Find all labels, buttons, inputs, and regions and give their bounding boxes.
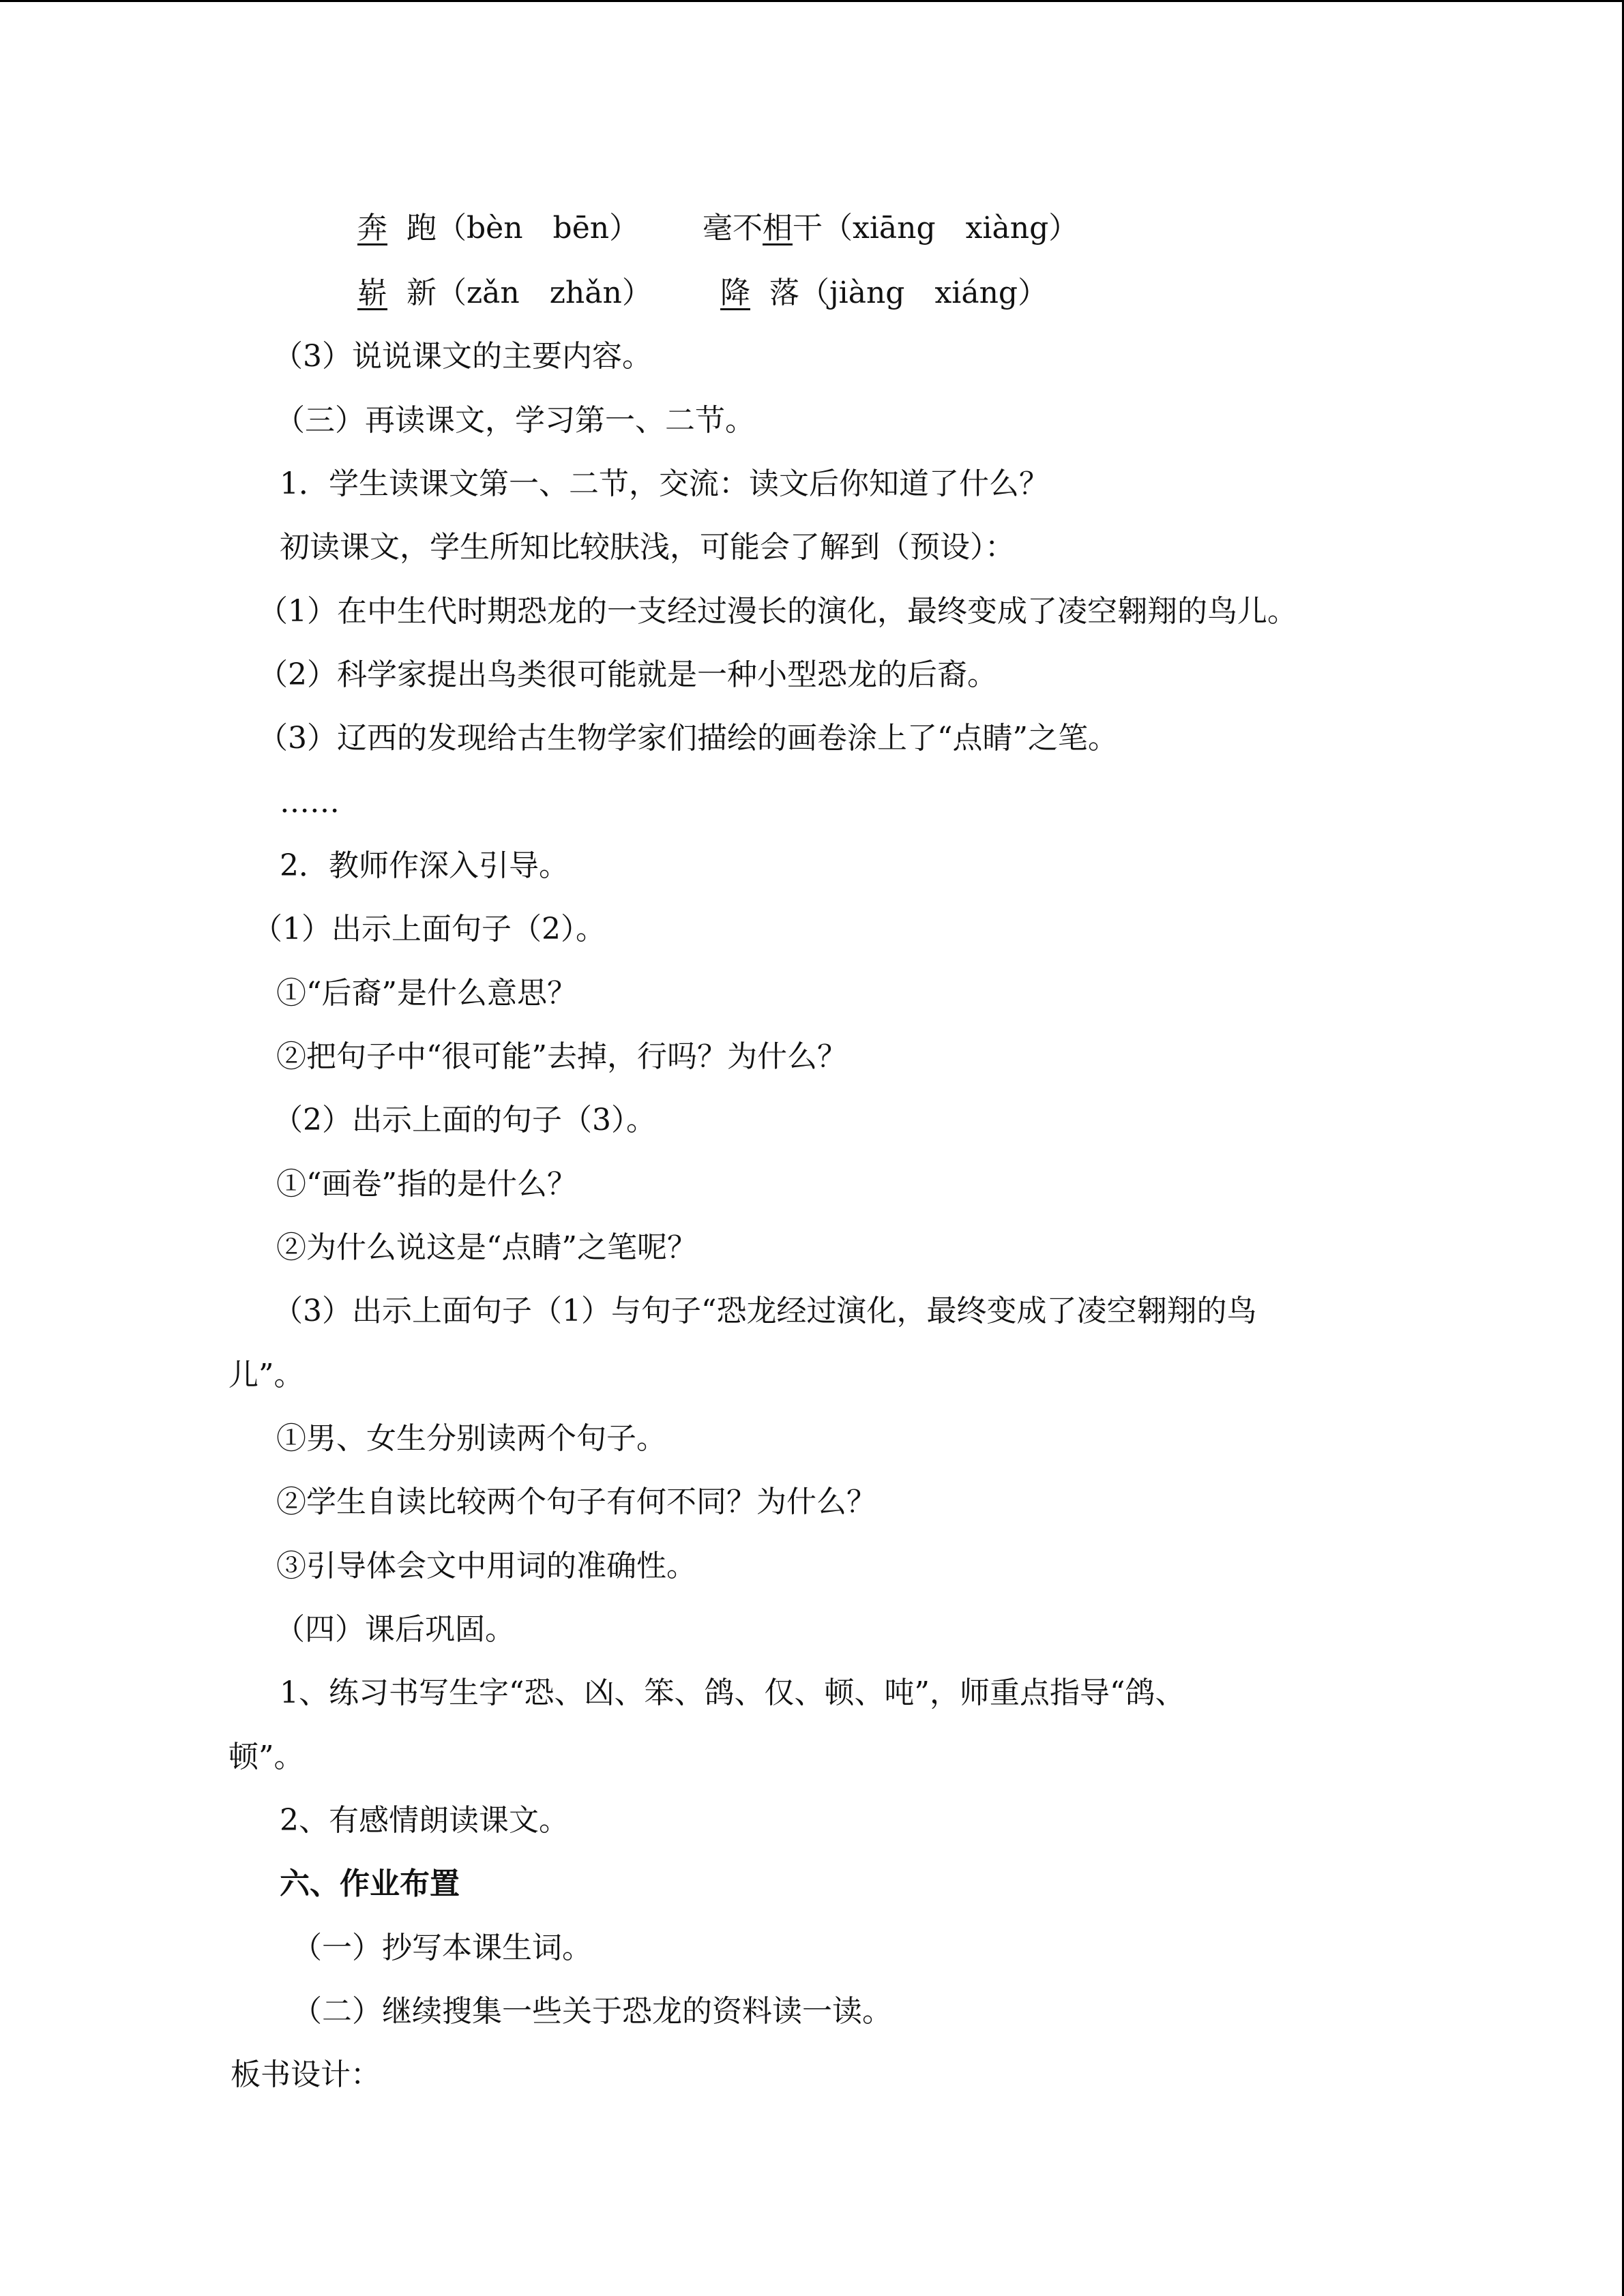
text-line: （一）抄写本课生词。 — [292, 1930, 592, 1965]
pinyin-options: （jiàng xiáng） — [799, 275, 1048, 310]
text-line: 儿”。 — [228, 1358, 304, 1392]
page-border-top — [0, 0, 1624, 2]
plain-char: 新 — [407, 275, 437, 310]
text-line: ①“画卷”指的是什么？ — [276, 1167, 577, 1202]
word-prefix: 毫不 — [703, 211, 763, 245]
text-line: （2）科学家提出鸟类很可能就是一种小型恐龙的后裔。 — [258, 657, 997, 692]
text-line: 2、有感情朗读课文。 — [280, 1803, 569, 1838]
pinyin-row-2 — [357, 273, 652, 314]
text-line: （二）继续搜集一些关于恐龙的资料读一读。 — [292, 1994, 892, 2029]
text-line: ②把句子中“很可能”去掉，行吗？为什么？ — [276, 1039, 847, 1074]
pinyin-options: （xiāng xiàng） — [823, 211, 1079, 245]
text-line: 顿”。 — [228, 1740, 304, 1774]
text-line: （2）出示上面的句子（3）。 — [273, 1103, 656, 1137]
text-line: （三）再读课文，学习第一、二节。 — [275, 403, 755, 438]
text-line: 1．学生读课文第一、二节，交流：读文后你知道了什么？ — [280, 466, 1049, 501]
text-line: （四）课后巩固。 — [275, 1612, 515, 1647]
text-line: （3）说说课文的主要内容。 — [273, 339, 652, 374]
underlined-char: 降 — [720, 275, 750, 310]
text-line: 1、练习书写生字“恐、凶、笨、鸽、仅、顿、吨”，师重点指导“鸽、 — [280, 1675, 1185, 1710]
word-suffix: 干 — [793, 211, 823, 245]
plain-char: 跑 — [407, 211, 437, 245]
ellipsis: …… — [280, 785, 340, 820]
text-line: ①“后裔”是什么意思？ — [276, 976, 577, 1011]
underlined-char: 崭 — [357, 275, 387, 310]
text-line: （3）辽西的发现给古生物学家们描绘的画卷涂上了“点睛”之笔。 — [258, 721, 1118, 756]
text-line: ②学生自读比较两个句子有何不同？为什么？ — [276, 1485, 876, 1519]
text-line: （1）在中生代时期恐龙的一支经过漫长的演化，最终变成了凌空翱翔的鸟儿。 — [258, 594, 1297, 629]
pinyin-options: （bèn bēn） — [437, 211, 640, 245]
text-line: ①男、女生分别读两个句子。 — [276, 1421, 666, 1456]
text-line: 板书设计： — [231, 2057, 381, 2092]
pinyin-row-1 — [357, 208, 639, 249]
pinyin-options: （zǎn zhǎn） — [437, 275, 652, 310]
text-line: （1）出示上面句子（2）。 — [252, 912, 606, 946]
text-line: 初读课文，学生所知比较肤浅，可能会了解到（预设）： — [280, 530, 1015, 565]
text-line: ②为什么说这是“点睛”之笔呢？ — [276, 1230, 697, 1265]
text-line: （3）出示上面句子（1）与句子“恐龙经过演化，最终变成了凌空翱翔的鸟 — [273, 1294, 1257, 1328]
underlined-char: 奔 — [357, 211, 387, 245]
section-heading: 六、作业布置 — [280, 1866, 460, 1901]
plain-char: 落 — [769, 275, 799, 310]
pinyin-row-1-word-2 — [703, 208, 1078, 249]
text-line: 2．教师作深入引导。 — [280, 848, 569, 883]
underlined-char: 相 — [763, 211, 793, 245]
pinyin-row-2-word-2 — [701, 273, 1048, 314]
text-line: ③引导体会文中用词的准确性。 — [276, 1549, 696, 1583]
